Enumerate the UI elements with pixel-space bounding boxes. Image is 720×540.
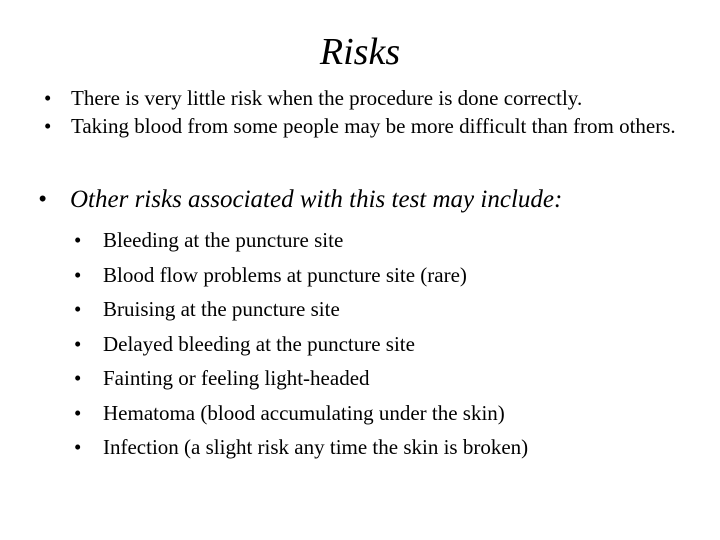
bullet-icon: • [74, 400, 82, 425]
risk-list-item [74, 361, 694, 396]
risks-subheading [38, 184, 708, 216]
risk-item-text: Hematoma (blood accumulating under the skin) [103, 400, 505, 425]
bullet-icon: • [74, 262, 82, 287]
subheading-text: Other risks associated with this test may include: [70, 186, 563, 213]
bullet-icon: • [38, 186, 47, 213]
risk-list-item [74, 396, 694, 431]
intro-bullet-text: Taking blood from some people may be more difficult than from others. [71, 114, 676, 138]
bullet-icon: • [44, 86, 52, 110]
intro-bullet-text: There is very little risk when the procedure is done correctly. [71, 86, 583, 110]
risk-bullet-list [74, 223, 694, 465]
intro-bullet-list [44, 84, 694, 140]
risk-list-item [74, 292, 694, 327]
risk-item-text: Bleeding at the puncture site [103, 228, 344, 252]
bullet-icon: • [74, 331, 82, 356]
risk-item-text: Blood flow problems at puncture site (rare) [103, 262, 467, 287]
risk-item-text: Fainting or feeling light-headed [103, 366, 370, 390]
risk-list-item [74, 430, 694, 465]
risk-item-text: Bruising at the puncture site [103, 297, 340, 321]
intro-bullet-item [44, 112, 694, 140]
risk-list-item [74, 258, 694, 293]
risk-item-text: Delayed bleeding at the puncture site [103, 331, 415, 356]
bullet-icon: • [74, 435, 82, 459]
risk-list-item [74, 327, 694, 362]
risk-list-item [74, 223, 694, 258]
bullet-icon: • [74, 297, 82, 321]
bullet-icon: • [74, 228, 82, 252]
risk-item-text: Infection (a slight risk any time the skin is broken) [103, 435, 529, 459]
bullet-icon: • [44, 114, 52, 138]
intro-bullet-item [44, 84, 694, 112]
bullet-icon: • [74, 366, 82, 390]
slide-title: Risks [319, 31, 401, 73]
